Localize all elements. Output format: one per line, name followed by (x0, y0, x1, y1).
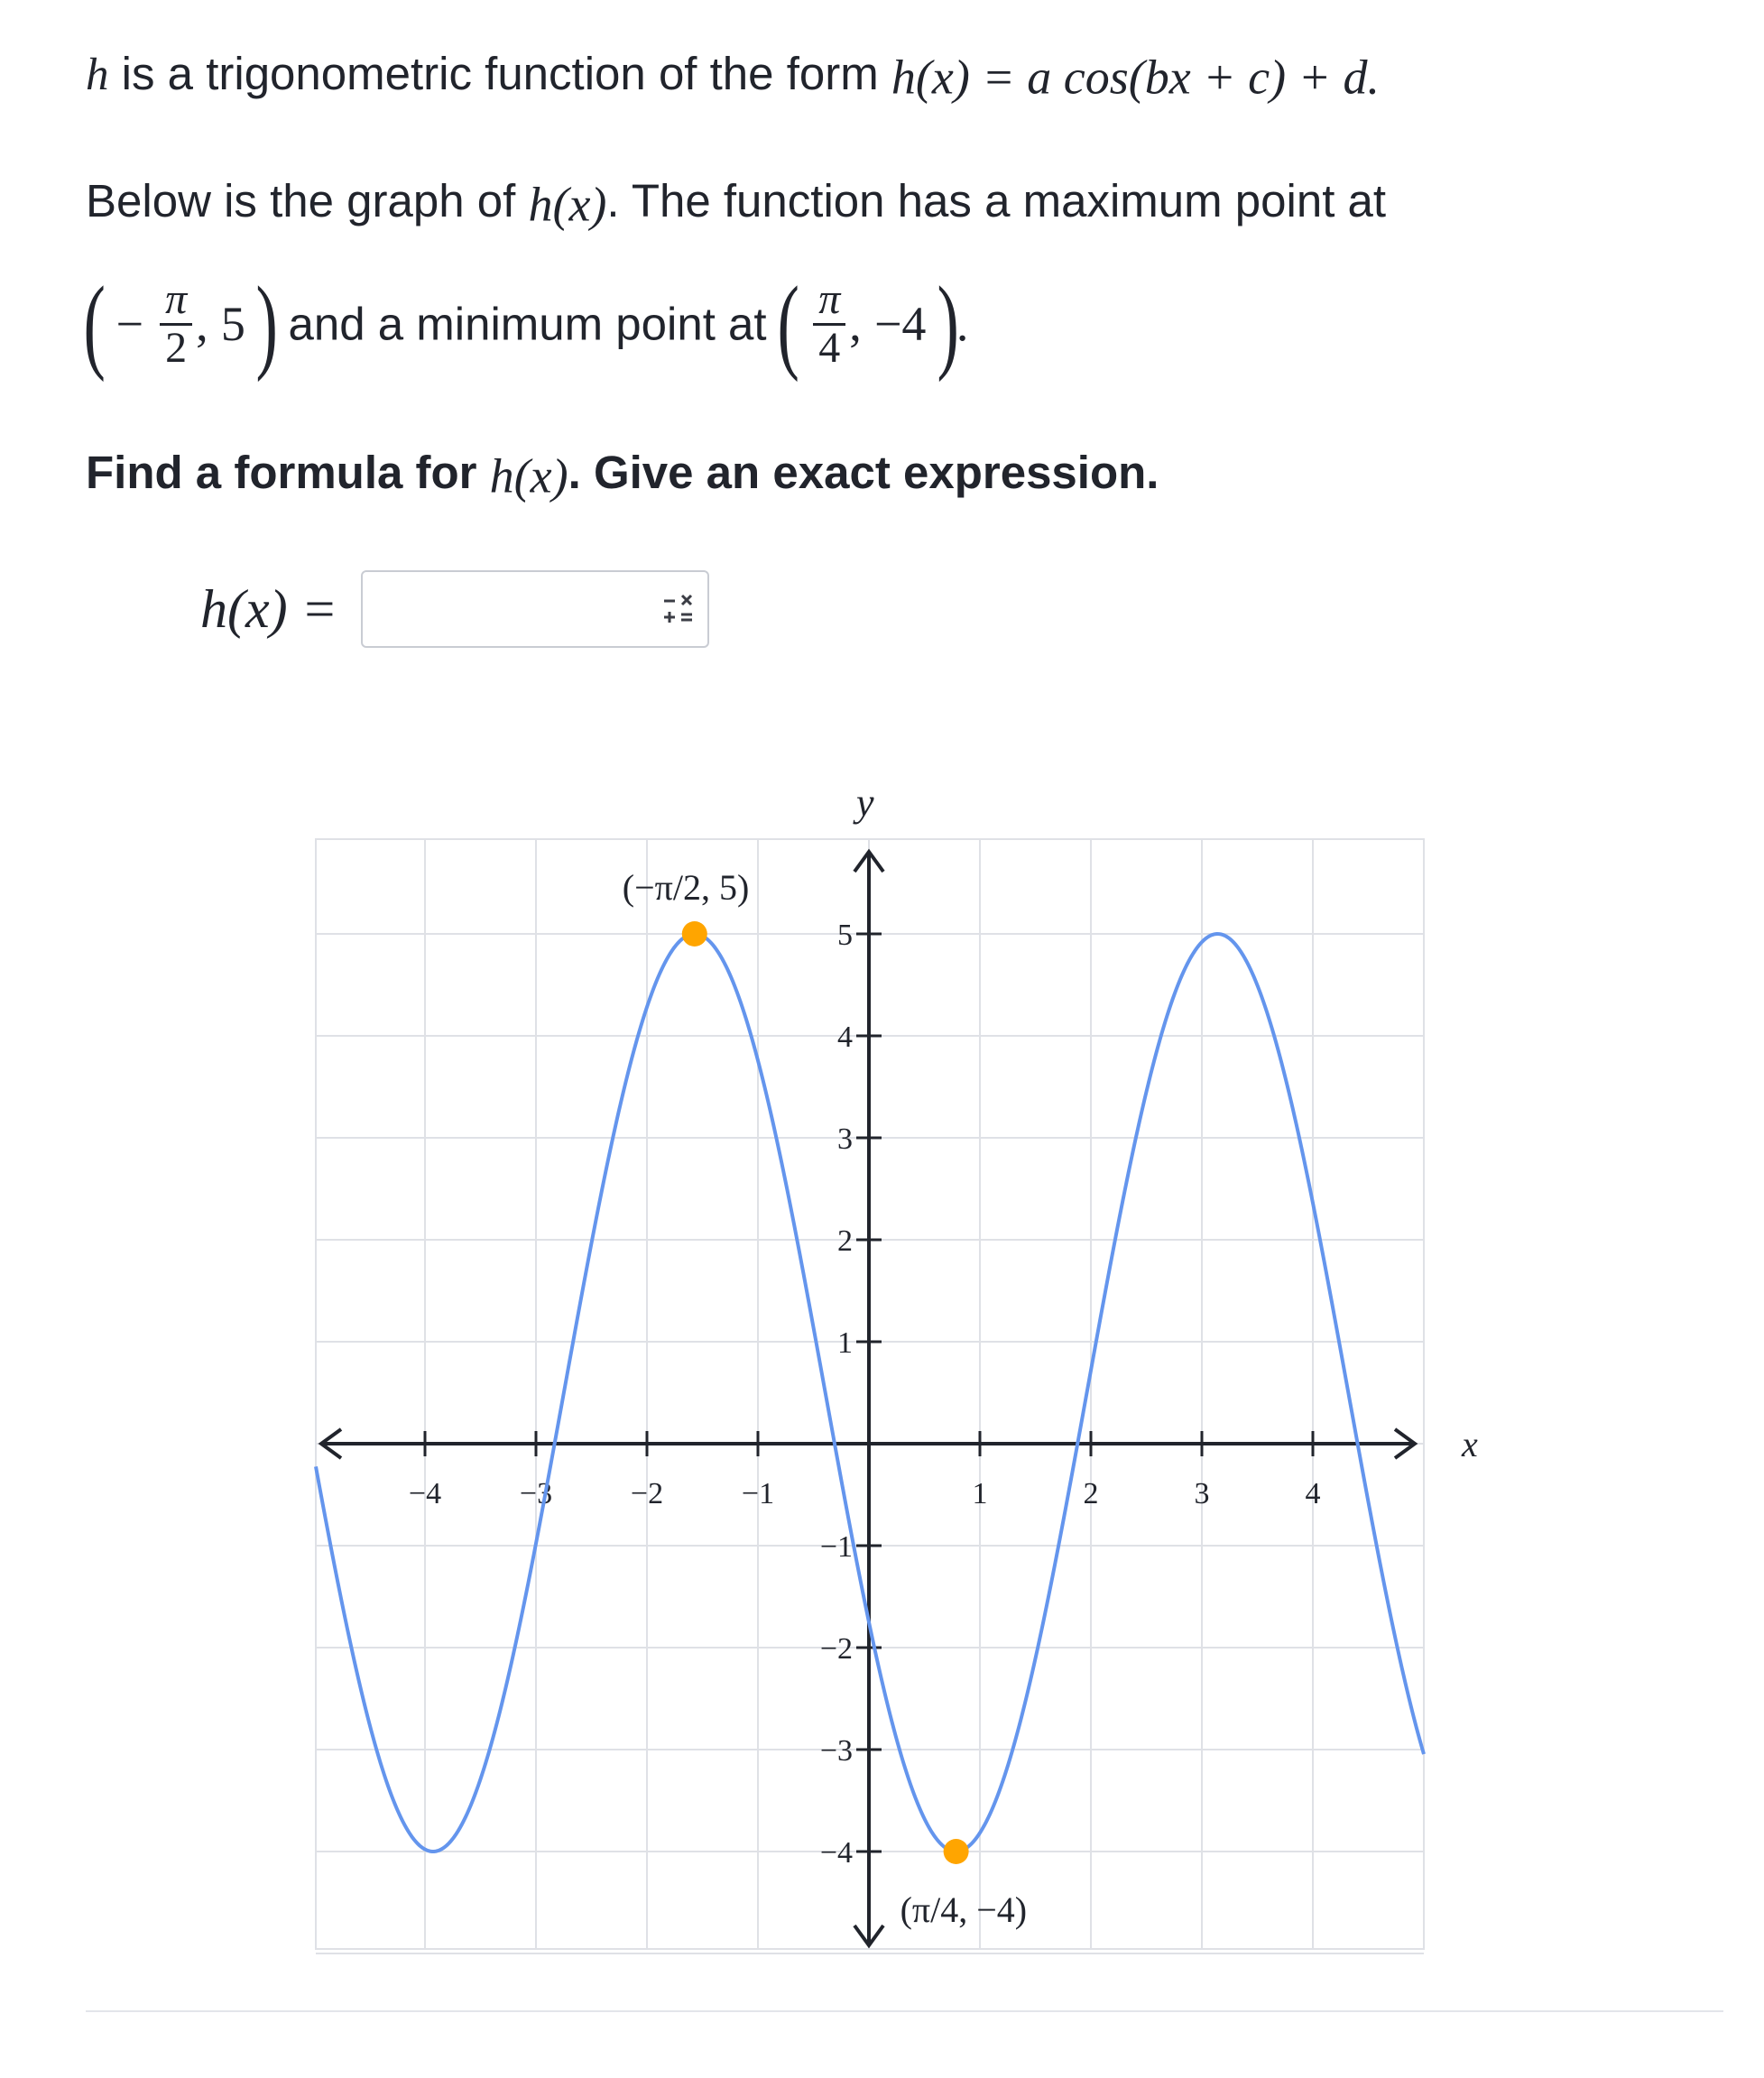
max-x-numerator: π (165, 275, 188, 324)
y-tick-label: −2 (819, 1632, 853, 1666)
y-tick-label: 4 (837, 1021, 853, 1054)
max-x-denominator: 2 (165, 323, 188, 372)
x-tick-label: 1 (972, 1477, 988, 1510)
graph-intro-text: Below is the graph of (86, 175, 516, 226)
y-tick-label: −1 (819, 1530, 853, 1564)
y-tick-label: 3 (837, 1122, 853, 1156)
x-tick-label: 3 (1194, 1477, 1210, 1510)
function-form: h(x) = a cos(bx + c) + d. (891, 50, 1381, 105)
min-close-paren: ) (937, 264, 959, 383)
function-ref: h(x) (528, 177, 607, 232)
x-tick-label: 2 (1083, 1477, 1099, 1510)
answer-label: h(x) = (200, 578, 338, 639)
x-tick-label: −3 (519, 1477, 553, 1510)
section-divider (86, 2010, 1723, 2012)
y-axis-label: y (856, 780, 874, 825)
intro-text: is a trigonometric function of the form (121, 48, 879, 99)
y-tick-label: −4 (819, 1836, 853, 1870)
x-tick-label: 4 (1305, 1477, 1321, 1510)
graph-ticks (409, 919, 1321, 1870)
max-x-sign: − (115, 297, 143, 351)
min-open-paren: ( (777, 264, 799, 383)
min-x-denominator: 4 (818, 323, 841, 372)
minimum-point (944, 1839, 969, 1864)
graph-intro-suffix: . The function has a maximum point at (606, 175, 1387, 226)
maximum-point (682, 921, 707, 947)
graph-axes (321, 780, 1478, 1945)
maximum-point-label: (−π/2, 5) (622, 867, 750, 908)
max-comma: , (196, 297, 208, 351)
y-tick-label: 2 (837, 1224, 853, 1258)
max-y: 5 (220, 297, 245, 351)
prompt-function-ref: h(x) (489, 448, 568, 503)
max-open-paren: ( (83, 264, 106, 383)
minimum-point-label: (π/4, −4) (900, 1889, 1028, 1930)
y-tick-label: 5 (837, 919, 853, 952)
x-axis-label: x (1462, 1424, 1478, 1464)
prompt-prefix: Find a formula for (86, 447, 477, 498)
y-tick-label: 1 (837, 1326, 853, 1360)
x-tick-label: −4 (408, 1477, 442, 1510)
function-name: h (86, 50, 109, 100)
x-tick-label: −1 (741, 1477, 775, 1510)
connector-text: and a minimum point at (288, 298, 767, 350)
line3-period: . (956, 297, 969, 351)
max-close-paren: ) (255, 264, 278, 383)
x-tick-label: −2 (630, 1477, 664, 1510)
prompt-suffix: . Give an exact expression. (568, 447, 1159, 498)
min-y: −4 (873, 297, 927, 351)
min-x-numerator: π (818, 275, 841, 324)
y-tick-label: −3 (819, 1734, 853, 1768)
min-comma: , (849, 297, 862, 351)
